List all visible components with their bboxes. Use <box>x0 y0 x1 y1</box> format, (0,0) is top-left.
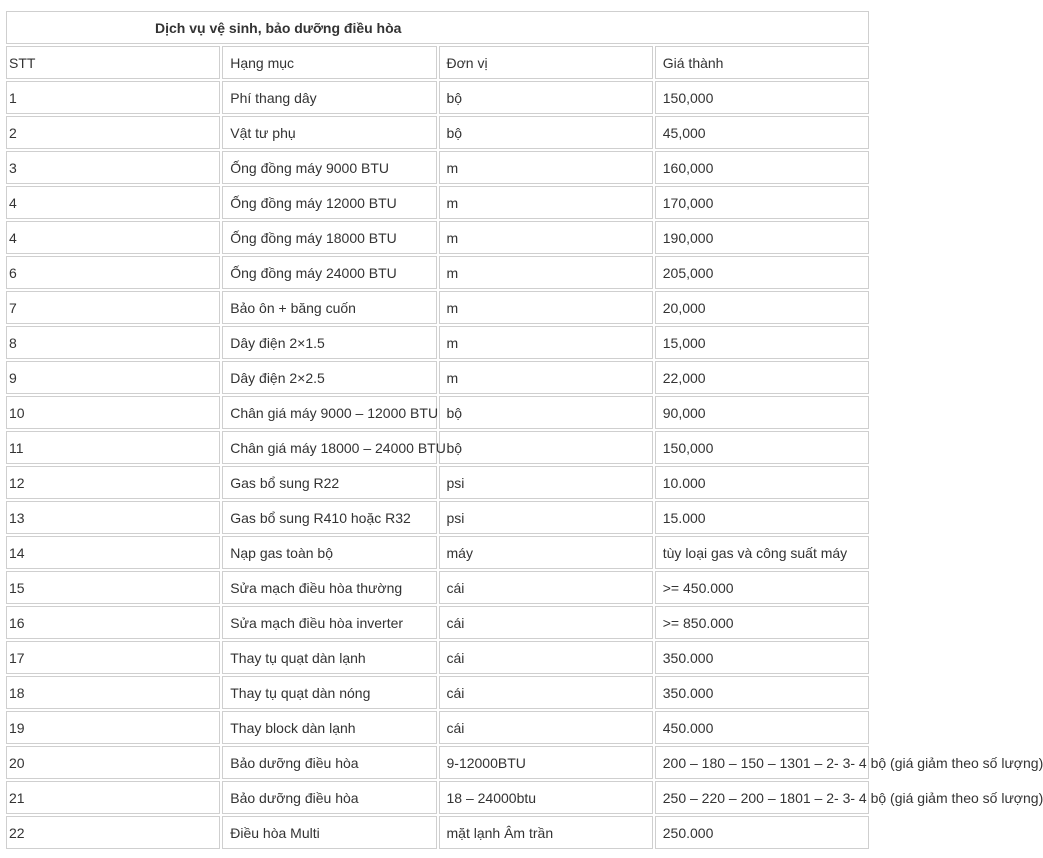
header-price: Giá thành <box>655 46 869 79</box>
cell-price: 170,000 <box>655 186 869 219</box>
cell-item: Phí thang dây <box>222 81 436 114</box>
cell-stt: 14 <box>6 536 220 569</box>
cell-stt: 6 <box>6 256 220 289</box>
cell-stt: 11 <box>6 431 220 464</box>
cell-price: 20,000 <box>655 291 869 324</box>
cell-stt: 22 <box>6 816 220 849</box>
cell-price: 250.000 <box>655 816 869 849</box>
table-row <box>6 396 869 429</box>
cell-price: 250 – 220 – 200 – 1801 – 2- 3- 4 bộ (giá giảm theo số lượng) <box>655 781 869 814</box>
table-row <box>6 116 869 149</box>
cell-item: Dây điện 2×2.5 <box>222 361 436 394</box>
cell-unit: cái <box>439 711 653 744</box>
cell-price: >= 450.000 <box>655 571 869 604</box>
table-row <box>6 431 869 464</box>
cell-price: 200 – 180 – 150 – 1301 – 2- 3- 4 bộ (giá giảm theo số lượng) <box>655 746 869 779</box>
cell-item: Bảo dưỡng điều hòa <box>222 781 436 814</box>
cell-price: 90,000 <box>655 396 869 429</box>
cell-item: Dây điện 2×1.5 <box>222 326 436 359</box>
table-row <box>6 641 869 674</box>
cell-price: 15,000 <box>655 326 869 359</box>
cell-stt: 19 <box>6 711 220 744</box>
cell-item: Bảo dưỡng điều hòa <box>222 746 436 779</box>
cell-stt: 4 <box>6 221 220 254</box>
cell-unit: m <box>439 186 653 219</box>
cell-price: 160,000 <box>655 151 869 184</box>
cell-unit: bộ <box>439 81 653 114</box>
cell-stt: 16 <box>6 606 220 639</box>
cell-price: tùy loại gas và công suất máy <box>655 536 869 569</box>
header-unit: Đơn vị <box>439 46 653 79</box>
cell-price: 450.000 <box>655 711 869 744</box>
cell-stt: 12 <box>6 466 220 499</box>
cell-price: 150,000 <box>655 81 869 114</box>
table-row <box>6 151 869 184</box>
cell-stt: 20 <box>6 746 220 779</box>
cell-item: Sửa mạch điều hòa thường <box>222 571 436 604</box>
cell-price: 350.000 <box>655 641 869 674</box>
table-row <box>6 676 869 709</box>
cell-item: Chân giá máy 18000 – 24000 BTU <box>222 431 436 464</box>
table-row <box>6 606 869 639</box>
header-stt: STT <box>6 46 220 79</box>
cell-unit: bộ <box>439 396 653 429</box>
cell-unit: 18 – 24000btu <box>439 781 653 814</box>
cell-item: Ống đồng máy 18000 BTU <box>222 221 436 254</box>
price-table <box>4 9 1043 851</box>
cell-stt: 4 <box>6 186 220 219</box>
table-row <box>6 81 869 114</box>
cell-price: 15.000 <box>655 501 869 534</box>
cell-price: >= 850.000 <box>655 606 869 639</box>
cell-unit: m <box>439 256 653 289</box>
table-row <box>6 361 869 394</box>
cell-unit: mặt lạnh Âm trần <box>439 816 653 849</box>
cell-item: Nạp gas toàn bộ <box>222 536 436 569</box>
cell-item: Gas bổ sung R410 hoặc R32 <box>222 501 436 534</box>
cell-stt: 7 <box>6 291 220 324</box>
cell-stt: 8 <box>6 326 220 359</box>
cell-price: 350.000 <box>655 676 869 709</box>
cell-item: Thay tụ quạt dàn lạnh <box>222 641 436 674</box>
cell-unit: psi <box>439 466 653 499</box>
cell-stt: 13 <box>6 501 220 534</box>
table-header-row <box>6 46 869 79</box>
table-row <box>6 571 869 604</box>
cell-stt: 2 <box>6 116 220 149</box>
cell-unit: bộ <box>439 116 653 149</box>
table-row <box>6 186 869 219</box>
cell-stt: 1 <box>6 81 220 114</box>
cell-stt: 18 <box>6 676 220 709</box>
cell-unit: cái <box>439 676 653 709</box>
cell-price: 45,000 <box>655 116 869 149</box>
table-row <box>6 501 869 534</box>
cell-stt: 17 <box>6 641 220 674</box>
table-title-row <box>6 11 869 44</box>
cell-item: Chân giá máy 9000 – 12000 BTU <box>222 396 436 429</box>
table-row <box>6 816 869 849</box>
table-row <box>6 711 869 744</box>
cell-item: Thay block dàn lạnh <box>222 711 436 744</box>
cell-unit: bộ <box>439 431 653 464</box>
cell-item: Sửa mạch điều hòa inverter <box>222 606 436 639</box>
table-row <box>6 221 869 254</box>
table-row <box>6 256 869 289</box>
cell-price: 205,000 <box>655 256 869 289</box>
cell-stt: 15 <box>6 571 220 604</box>
cell-unit: m <box>439 151 653 184</box>
cell-stt: 10 <box>6 396 220 429</box>
cell-item: Điều hòa Multi <box>222 816 436 849</box>
cell-item: Ống đồng máy 24000 BTU <box>222 256 436 289</box>
table-row <box>6 536 869 569</box>
cell-unit: cái <box>439 641 653 674</box>
cell-unit: m <box>439 361 653 394</box>
cell-item: Ống đồng máy 9000 BTU <box>222 151 436 184</box>
header-item: Hạng mục <box>222 46 436 79</box>
table-row <box>6 746 869 779</box>
table-row <box>6 781 869 814</box>
cell-price: 22,000 <box>655 361 869 394</box>
cell-item: Gas bổ sung R22 <box>222 466 436 499</box>
cell-unit: 9-12000BTU <box>439 746 653 779</box>
cell-unit: m <box>439 221 653 254</box>
cell-stt: 9 <box>6 361 220 394</box>
cell-price: 190,000 <box>655 221 869 254</box>
table-row <box>6 291 869 324</box>
cell-item: Bảo ôn + băng cuốn <box>222 291 436 324</box>
table-row <box>6 326 869 359</box>
cell-price: 10.000 <box>655 466 869 499</box>
price-table-container <box>4 9 1043 851</box>
table-row <box>6 466 869 499</box>
cell-item: Thay tụ quạt dàn nóng <box>222 676 436 709</box>
cell-price: 150,000 <box>655 431 869 464</box>
cell-unit: m <box>439 326 653 359</box>
cell-item: Ống đồng máy 12000 BTU <box>222 186 436 219</box>
cell-unit: cái <box>439 571 653 604</box>
table-title: Dịch vụ vệ sinh, bảo dưỡng điều hòa <box>6 11 869 44</box>
cell-unit: máy <box>439 536 653 569</box>
cell-stt: 3 <box>6 151 220 184</box>
cell-unit: psi <box>439 501 653 534</box>
cell-unit: cái <box>439 606 653 639</box>
cell-stt: 21 <box>6 781 220 814</box>
cell-unit: m <box>439 291 653 324</box>
cell-item: Vật tư phụ <box>222 116 436 149</box>
